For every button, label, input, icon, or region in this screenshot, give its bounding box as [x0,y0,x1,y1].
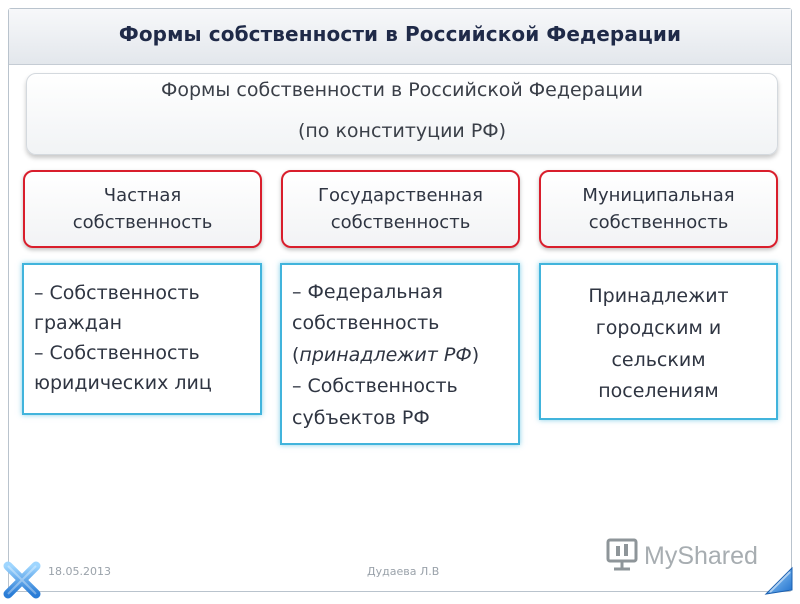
category-private [23,170,262,248]
left-arrow-icon [2,560,42,600]
watermark-logo [606,537,766,573]
description-private [22,263,262,415]
description-line: юридических лиц [34,372,212,394]
footer-date: 18.05.2013 [48,565,111,578]
description-line: Принадлежит [588,285,729,307]
right-arrow-icon [758,560,798,600]
category-label-line: Муниципальная [582,185,735,206]
top-panel-subtitle: (по конституции РФ) [297,120,507,142]
description-municipal [539,263,778,420]
slide-title: Формы собственности в Российской Федерации [118,22,682,46]
description-state [280,263,520,445]
description-line: собственность [292,312,440,334]
description-line: – Собственность [34,282,200,304]
paren-close: ) [471,344,480,366]
next-button[interactable] [758,560,798,600]
description-line: поселениям [598,380,719,402]
top-panel-title: Формы собственности в Российской Федерации [160,79,644,101]
description-line: субъектов РФ [292,407,430,429]
description-line: – Собственность [34,342,200,364]
italic-note: принадлежит РФ [299,344,472,366]
footer-author: Дудаева Л.В [367,565,440,578]
description-line: – Федеральная [292,281,443,303]
category-label-line: Частная [103,185,182,206]
description-line: – Собственность [292,375,458,397]
paren-open: ( [292,344,300,366]
category-municipal [539,170,778,248]
category-state [281,170,520,248]
description-line: сельским [611,349,706,371]
prev-button[interactable] [2,560,42,600]
category-label-line: собственность [330,212,471,233]
watermark-text: MyShared [644,542,758,570]
description-line: граждан [34,312,123,334]
description-line [292,340,479,370]
category-label-line: собственность [72,212,213,233]
category-label-line: Государственная [318,185,483,206]
category-label-line: собственность [588,212,729,233]
description-line: городским и [595,317,722,339]
